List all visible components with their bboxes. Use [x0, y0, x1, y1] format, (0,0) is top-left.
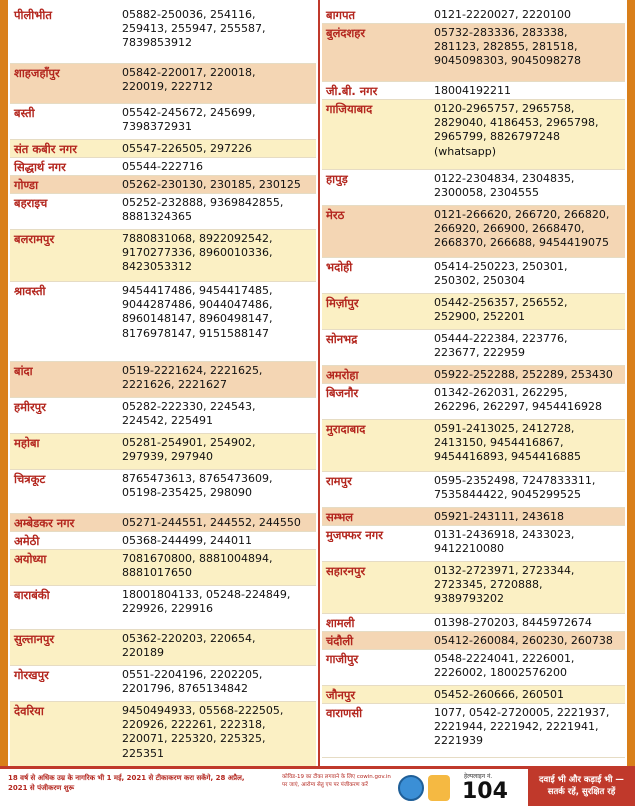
phone-line: 01342-262031, 262295,	[434, 386, 568, 399]
right-row-14	[322, 526, 625, 562]
phone-line: 2668370, 266688, 9454419075	[434, 236, 609, 250]
right-row-12	[322, 472, 625, 508]
phone-line: (whatsapp)	[434, 144, 497, 158]
district-name: पीलीभीत	[14, 8, 52, 22]
phone-line: 225351	[122, 746, 164, 760]
left-row-8	[10, 282, 316, 362]
district-name: मिर्ज़ापुर	[326, 296, 359, 310]
district-name: शाहजहाँपुर	[14, 66, 60, 80]
left-row-4	[10, 158, 316, 176]
cowin-info: कोविड-19 का टीका लगवाने के लिए cowin.gov.in पर जाएं, आरोग्य सेतु एप पर पंजीकरण करें	[282, 774, 391, 788]
phone-numbers	[432, 100, 625, 159]
phone-numbers	[432, 420, 625, 465]
district-name: महोबा	[14, 436, 40, 450]
phone-line: 05414-250223, 250301,	[434, 260, 568, 273]
district-name: संत कबीर नगर	[14, 142, 77, 156]
district-name: गोण्डा	[14, 178, 39, 192]
right-row-11	[322, 420, 625, 472]
right-row-18	[322, 650, 625, 686]
phone-line: 0131-2436918, 2433023,	[434, 528, 575, 541]
right-row-5	[322, 206, 625, 258]
phone-numbers	[120, 398, 316, 428]
phone-line: 220189	[122, 646, 164, 660]
phone-line: 7398372931	[122, 120, 192, 134]
left-row-16	[10, 586, 316, 630]
district-name: हापुड़	[326, 172, 348, 186]
phone-line: 2221944, 2221942, 2221941,	[434, 720, 599, 734]
phone-numbers	[432, 650, 625, 680]
helpline-label: हेल्पलाइन नं.	[464, 773, 493, 780]
phone-line: 7535844422, 9045299525	[434, 488, 581, 502]
right-row-0	[322, 6, 625, 24]
phone-line: 05921-243111, 243618	[434, 510, 564, 523]
phone-numbers	[120, 158, 316, 174]
phone-line: 2221626, 2221627	[122, 378, 227, 392]
phone-numbers	[120, 176, 316, 192]
phone-line: 7839853912	[122, 36, 192, 50]
right-row-10	[322, 384, 625, 420]
phone-line: 9389793202	[434, 592, 504, 606]
right-border	[627, 0, 635, 766]
phone-numbers	[432, 366, 625, 382]
district-name: सम्भल	[326, 510, 354, 524]
district-name: अमरोहा	[326, 368, 359, 382]
district-name: बांदा	[14, 364, 33, 378]
phone-line: 05252-232888, 9369842855,	[122, 196, 284, 209]
left-row-10	[10, 398, 316, 434]
phone-line: 266920, 266900, 2668470,	[434, 222, 585, 236]
phone-line: 05842-220017, 220018,	[122, 66, 256, 79]
left-row-0	[10, 6, 316, 64]
phone-line: 223677, 222959	[434, 346, 525, 360]
phone-line: 9045098303, 9045098278	[434, 54, 581, 68]
district-name: बलरामपुर	[14, 232, 55, 246]
district-name: गाजियाबाद	[326, 102, 373, 116]
phone-line: 220071, 225320, 225325,	[122, 732, 266, 746]
phone-line: 2201796, 8765134842	[122, 682, 248, 696]
left-row-15	[10, 550, 316, 586]
phone-line: 05732-283336, 283338,	[434, 26, 568, 39]
phone-line: 9454416893, 9454416885	[434, 450, 581, 464]
right-row-17	[322, 632, 625, 650]
slogan-banner: दवाई भी और कड़ाई भी — सतर्क रहें, सुरक्षित रहें	[528, 769, 635, 806]
right-row-6	[322, 258, 625, 294]
phone-numbers	[120, 586, 316, 616]
district-name: वाराणसी	[326, 706, 363, 720]
phone-numbers	[120, 434, 316, 464]
phone-line: 8765473613, 8765473609,	[122, 472, 273, 485]
phone-line: 250302, 250304	[434, 274, 525, 288]
right-row-9	[322, 366, 625, 384]
phone-line: 8881324365	[122, 210, 192, 224]
aarogya-setu-icon	[428, 775, 450, 801]
phone-line: 0122-2304834, 2304835,	[434, 172, 575, 185]
phone-numbers	[120, 362, 316, 392]
right-column	[322, 6, 625, 758]
phone-numbers	[432, 562, 625, 607]
phone-numbers	[120, 194, 316, 224]
left-row-6	[10, 194, 316, 230]
phone-numbers	[432, 6, 625, 22]
phone-line: 259413, 255947, 255587,	[122, 22, 266, 36]
phone-numbers	[432, 24, 625, 69]
right-row-16	[322, 614, 625, 632]
left-row-5	[10, 176, 316, 194]
phone-numbers	[120, 514, 316, 530]
left-row-19	[10, 702, 316, 770]
phone-numbers	[432, 526, 625, 556]
district-name: श्रावस्ती	[14, 284, 46, 298]
phone-line: 1077, 0542-2720005, 2221937,	[434, 706, 610, 719]
left-row-17	[10, 630, 316, 666]
phone-line: 2300058, 2304555	[434, 186, 539, 200]
phone-numbers	[432, 472, 625, 502]
phone-numbers	[120, 64, 316, 94]
district-name: रामपुर	[326, 474, 352, 488]
phone-line: 05362-220203, 220654,	[122, 632, 256, 645]
phone-line: 05198-235425, 298090	[122, 486, 252, 500]
phone-line: 05281-254901, 254902,	[122, 436, 256, 449]
phone-line: 2829040, 4186453, 2965798,	[434, 116, 599, 130]
phone-line: 9170277336, 8960010336,	[122, 246, 273, 260]
district-name: जी.बी. नगर	[326, 84, 378, 98]
left-row-1	[10, 64, 316, 104]
phone-line: 262296, 262297, 9454416928	[434, 400, 602, 414]
phone-numbers	[432, 614, 625, 630]
phone-numbers	[432, 632, 625, 648]
phone-line: 2723345, 2720888,	[434, 578, 543, 592]
district-name: जौनपुर	[326, 688, 356, 702]
phone-numbers	[120, 666, 316, 696]
phone-line: 0551-2204196, 2202205,	[122, 668, 263, 681]
phone-numbers	[120, 6, 316, 51]
right-row-1	[322, 24, 625, 82]
district-name: मेरठ	[326, 208, 345, 222]
right-row-13	[322, 508, 625, 526]
phone-numbers	[120, 470, 316, 500]
emblem-icon	[398, 775, 424, 801]
phone-line: 05444-222384, 223776,	[434, 332, 568, 345]
phone-line: 05544-222716	[122, 160, 203, 173]
phone-line: 05542-245672, 245699,	[122, 106, 256, 119]
phone-line: 0519-2221624, 2221625,	[122, 364, 263, 377]
phone-line: 0595-2352498, 7247833311,	[434, 474, 596, 487]
phone-line: 05282-222330, 224543,	[122, 400, 256, 413]
footer-banner	[0, 766, 635, 806]
phone-numbers	[120, 532, 316, 548]
phone-line: 05452-260666, 260501	[434, 688, 564, 701]
district-name: सिद्धार्थ नगर	[14, 160, 66, 174]
left-row-3	[10, 140, 316, 158]
phone-line: 05271-244551, 244552, 244550	[122, 516, 301, 529]
phone-line: 0591-2413025, 2412728,	[434, 422, 575, 435]
district-name: चंदौली	[326, 634, 354, 648]
left-row-13	[10, 514, 316, 532]
phone-numbers	[120, 550, 316, 580]
district-name: बहराइच	[14, 196, 48, 210]
phone-line: 2226002, 18002576200	[434, 666, 567, 680]
phone-numbers	[432, 704, 625, 749]
right-row-15	[322, 562, 625, 614]
left-row-7	[10, 230, 316, 282]
phone-line: 05882-250036, 254116,	[122, 8, 256, 21]
district-name: गोरखपुर	[14, 668, 49, 682]
phone-numbers	[432, 508, 625, 524]
right-row-8	[322, 330, 625, 366]
district-name: बस्ती	[14, 106, 35, 120]
phone-numbers	[120, 702, 316, 761]
phone-line: 2965799, 8826797248	[434, 130, 560, 144]
phone-line: 2221939	[434, 734, 483, 748]
phone-line: 05922-252288, 252289, 253430	[434, 368, 613, 381]
right-row-4	[322, 170, 625, 206]
phone-numbers	[120, 230, 316, 275]
phone-line: 220019, 222712	[122, 80, 213, 94]
phone-line: 05262-230130, 230185, 230125	[122, 178, 301, 191]
left-row-2	[10, 104, 316, 140]
right-row-20	[322, 704, 625, 758]
left-row-12	[10, 470, 316, 514]
district-name: बुलंदशहर	[326, 26, 366, 40]
right-row-2	[322, 82, 625, 100]
district-name: हमीरपुर	[14, 400, 46, 414]
phone-line: 01398-270203, 8445972674	[434, 616, 592, 629]
phone-line: 0548-2224041, 2226001,	[434, 652, 575, 665]
helpline-number: 104	[462, 779, 508, 804]
left-border	[0, 0, 8, 766]
phone-line: 7880831068, 8922092542,	[122, 232, 273, 245]
phone-line: 2413150, 9454416867,	[434, 436, 564, 450]
column-divider	[318, 0, 320, 766]
right-row-7	[322, 294, 625, 330]
phone-line: 297939, 297940	[122, 450, 213, 464]
phone-line: 9412210080	[434, 542, 504, 556]
left-row-14	[10, 532, 316, 550]
phone-line: 8176978147, 9151588147	[122, 326, 269, 340]
phone-numbers	[120, 140, 316, 156]
phone-numbers	[432, 686, 625, 702]
phone-numbers	[432, 258, 625, 288]
district-name: मुजफ्फर नगर	[326, 528, 383, 542]
district-name: देवरिया	[14, 704, 44, 718]
phone-line: 252900, 252201	[434, 310, 525, 324]
district-name: सुल्तानपुर	[14, 632, 55, 646]
phone-line: 9450494933, 05568-222505,	[122, 704, 284, 717]
district-name: सहारनपुर	[326, 564, 366, 578]
phone-line: 18001804133, 05248-224849,	[122, 588, 291, 601]
district-name: बिजनौर	[326, 386, 359, 400]
district-name: मुरादाबाद	[326, 422, 366, 436]
phone-line: 8881017650	[122, 566, 192, 580]
phone-line: 229926, 229916	[122, 602, 213, 616]
phone-numbers	[432, 294, 625, 324]
phone-line: 05442-256357, 256552,	[434, 296, 568, 309]
vaccination-notice: 18 वर्ष से अधिक उम्र के नागरिक भी 1 मई, 2021 से टीकाकरण करा सकेंगे, 28 अप्रैल, 2021 से पंजीकरण शुरू	[8, 774, 245, 792]
phone-numbers	[432, 384, 625, 414]
phone-numbers	[120, 104, 316, 134]
phone-line: 7081670800, 8881004894,	[122, 552, 273, 565]
right-row-3	[322, 100, 625, 170]
phone-numbers	[432, 170, 625, 200]
phone-line: 0120-2965757, 2965758,	[434, 102, 575, 115]
phone-line: 281123, 282855, 281518,	[434, 40, 578, 54]
phone-line: 0121-266620, 266720, 266820,	[434, 208, 610, 221]
phone-numbers	[432, 82, 625, 98]
district-name: बाराबंकी	[14, 588, 50, 602]
right-row-19	[322, 686, 625, 704]
phone-line: 05368-244499, 244011	[122, 534, 252, 547]
district-name: भदोही	[326, 260, 353, 274]
district-name: गाजीपुर	[326, 652, 359, 666]
phone-line: 8960148147, 8960498147,	[122, 312, 273, 326]
phone-numbers	[432, 206, 625, 251]
district-name: अमेठी	[14, 534, 40, 548]
district-name: अम्बेडकर नगर	[14, 516, 75, 530]
left-row-18	[10, 666, 316, 702]
left-row-11	[10, 434, 316, 470]
district-name: शामली	[326, 616, 355, 630]
phone-line: 18004192211	[434, 84, 511, 97]
phone-line: 05547-226505, 297226	[122, 142, 252, 155]
phone-numbers	[432, 330, 625, 360]
phone-numbers	[120, 630, 316, 660]
phone-line: 05412-260084, 260230, 260738	[434, 634, 613, 647]
phone-line: 224542, 225491	[122, 414, 213, 428]
phone-line: 8423053312	[122, 260, 192, 274]
district-name: चित्रकूट	[14, 472, 46, 486]
district-name: बागपत	[326, 8, 356, 22]
left-row-9	[10, 362, 316, 398]
phone-line: 9454417486, 9454417485,	[122, 284, 273, 297]
district-name: सोनभद्र	[326, 332, 358, 346]
phone-line: 0121-2220027, 2220100	[434, 8, 571, 21]
phone-line: 9044287486, 9044047486,	[122, 298, 273, 312]
phone-line: 0132-2723971, 2723344,	[434, 564, 575, 577]
phone-line: 220926, 222261, 222318,	[122, 718, 266, 732]
district-name: अयोध्या	[14, 552, 47, 566]
phone-numbers	[120, 282, 316, 341]
left-column	[10, 6, 316, 770]
